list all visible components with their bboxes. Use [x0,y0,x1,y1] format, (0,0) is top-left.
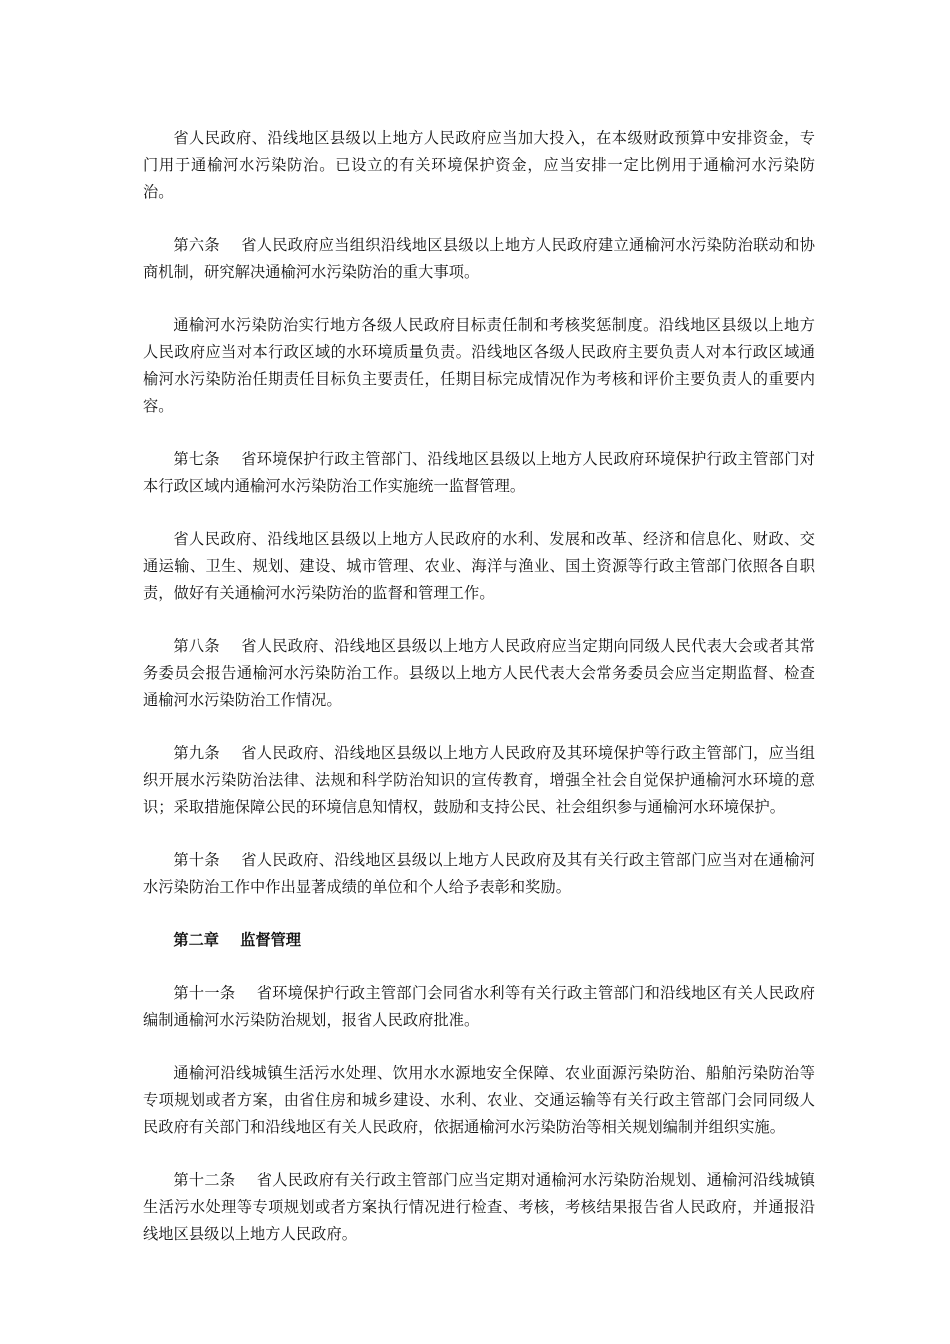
chapter-number: 第二章 [173,931,219,949]
article-number: 第八条 [173,637,220,655]
article-6 [143,232,815,286]
article-text: 省人民政府、沿线地区县级以上地方人民政府应当定期向同级人民代表大会或者其常务委员会报告通榆河水污染防治工作。县级以上地方人民代表大会常务委员会应当定期监督、检查通榆河水污染防治工作情况。 [143,637,815,709]
document-body [143,125,815,1274]
article-text: 省人民政府应当组织沿线地区县级以上地方人民政府建立通榆河水污染防治联动和协商机制，研究解决通榆河水污染防治的重大事项。 [143,236,815,281]
article-number: 第六条 [173,236,220,254]
article-number: 第七条 [173,450,220,468]
article-number: 第十一条 [173,984,236,1002]
paragraph-text: 通榆河水污染防治实行地方各级人民政府目标责任制和考核奖惩制度。沿线地区县级以上地方人民政府应当对本行政区域的水环境质量负责。沿线地区各级人民政府主要负责人对本行政区域通榆河水污染防治任期责任目标负主要责任，任期目标完成情况作为考核和评价主要负责人的重要内容。 [143,316,815,415]
article-8 [143,633,815,714]
article-text: 省人民政府有关行政主管部门应当定期对通榆河水污染防治规划、通榆河沿线城镇生活污水处理等专项规划或者方案执行情况进行检查、考核，考核结果报告省人民政府，并通报沿线地区县级以上地方人民政府。 [143,1171,815,1243]
article-number: 第九条 [173,744,220,762]
article-text: 省人民政府、沿线地区县级以上地方人民政府及其有关行政主管部门应当对在通榆河水污染防治工作中作出显著成绩的单位和个人给予表彰和奖励。 [143,851,815,896]
chapter-heading [143,927,815,954]
article-text: 省人民政府、沿线地区县级以上地方人民政府及其环境保护等行政主管部门，应当组织开展水污染防治法律、法规和科学防治知识的宣传教育，增强全社会自觉保护通榆河水环境的意识；采取措施保障公民的环境信息知情权，鼓励和支持公民、社会组织参与通榆河水环境保护。 [143,744,815,816]
paragraph-text: 省人民政府、沿线地区县级以上地方人民政府的水利、发展和改革、经济和信息化、财政、交通运输、卫生、规划、建设、城市管理、农业、海洋与渔业、国土资源等行政主管部门依照各自职责，做好有关通榆河水污染防治的监督和管理工作。 [143,530,815,602]
article-12 [143,1167,815,1248]
article-text: 省环境保护行政主管部门会同省水利等有关行政主管部门和沿线地区有关人民政府编制通榆河水污染防治规划，报省人民政府批准。 [143,984,815,1029]
article-text: 省环境保护行政主管部门、沿线地区县级以上地方人民政府环境保护行政主管部门对本行政区域内通榆河水污染防治工作实施统一监督管理。 [143,450,815,495]
article-number: 第十二条 [173,1171,236,1189]
paragraph-funding [143,125,815,206]
paragraph-text: 通榆河沿线城镇生活污水处理、饮用水水源地安全保障、农业面源污染防治、船舶污染防治等专项规划或者方案，由省住房和城乡建设、水利、农业、交通运输等有关行政主管部门会同同级人民政府有关部门和沿线地区有关人民政府，依据通榆河水污染防治等相关规划编制并组织实施。 [143,1064,815,1136]
article-11 [143,980,815,1034]
paragraph-special-plans [143,1060,815,1141]
article-7 [143,446,815,500]
paragraph-responsibility [143,312,815,420]
chapter-title: 监督管理 [240,931,301,949]
paragraph-departments [143,526,815,607]
article-9 [143,740,815,821]
paragraph-text: 省人民政府、沿线地区县级以上地方人民政府应当加大投入，在本级财政预算中安排资金，专门用于通榆河水污染防治。已设立的有关环境保护资金，应当安排一定比例用于通榆河水污染防治。 [143,129,815,201]
article-number: 第十条 [173,851,220,869]
article-10 [143,847,815,901]
